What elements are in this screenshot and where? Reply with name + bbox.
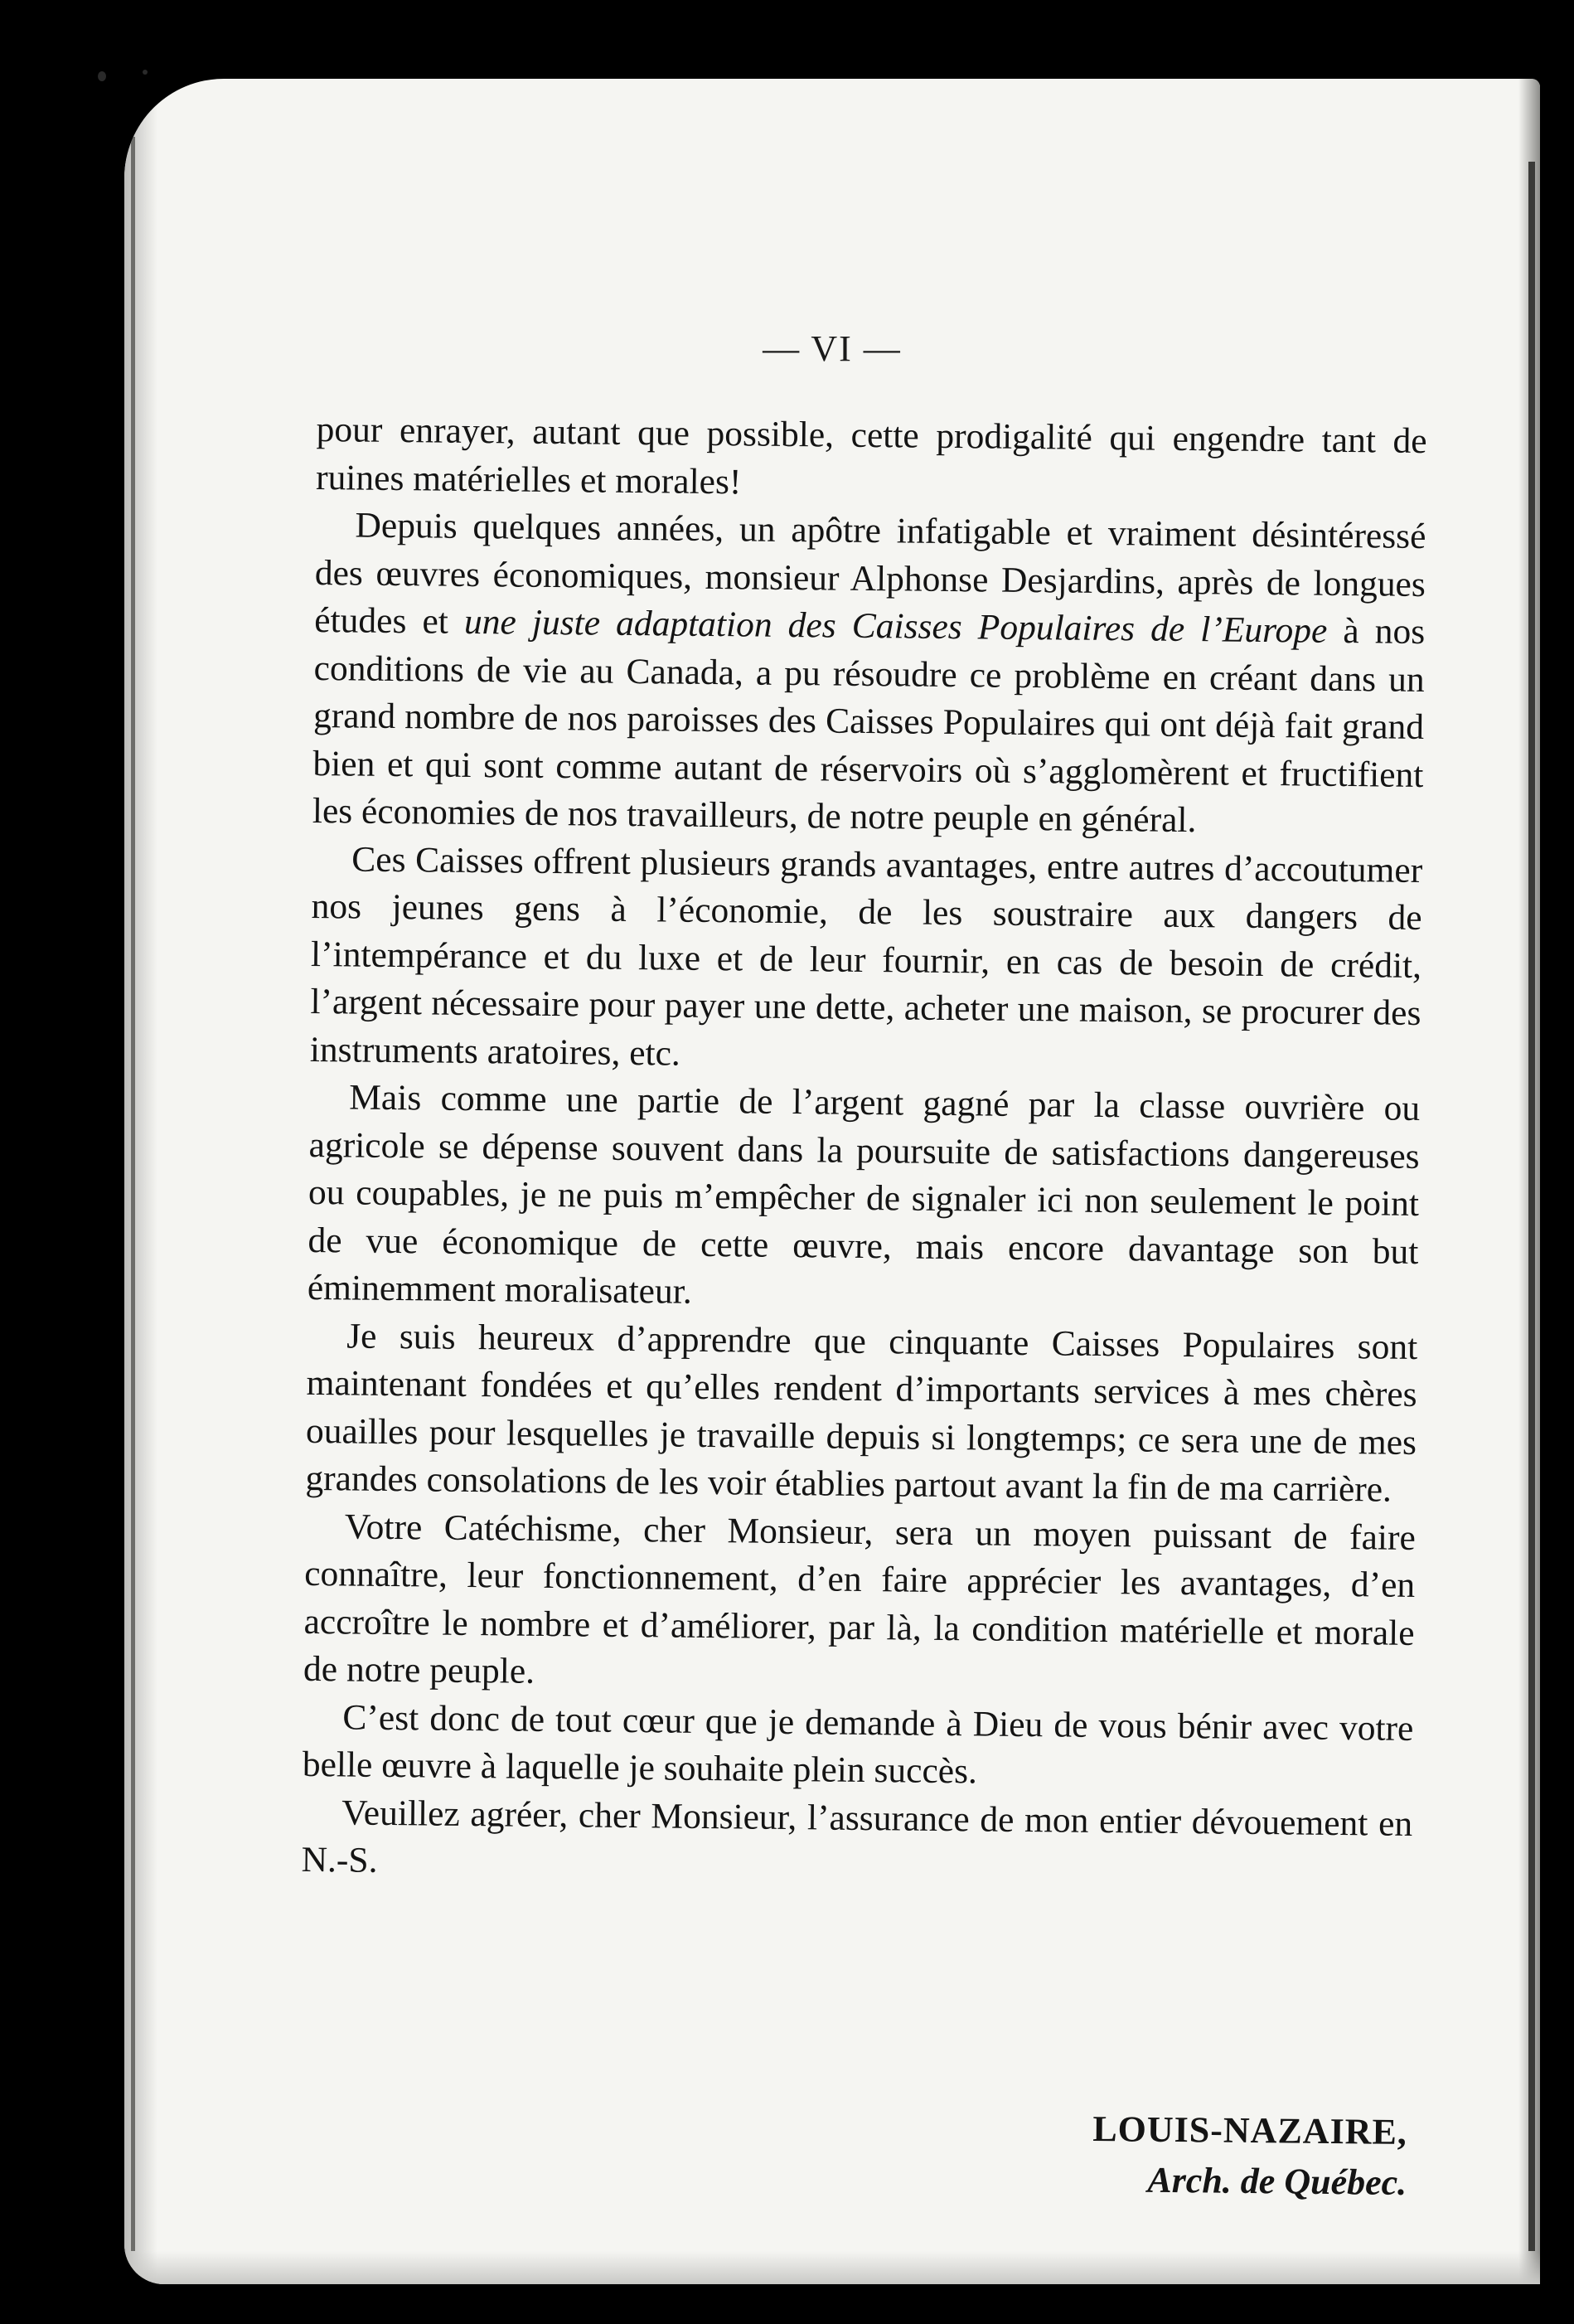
letter-paragraph [301,1788,1412,1895]
signature-title: Arch. de Québec. [1147,2159,1407,2203]
paragraph-text: C’est donc de tout cœur que je demande à Dieu de vous bénir avec votre belle œuvre à laquelle je souhaite plein succès. [302,1696,1414,1792]
scanned-page [124,79,1540,2284]
italic-phrase: une juste adaptation des Caisses Populaires de l’Europe [463,601,1328,651]
scan-speck [143,70,148,75]
paragraph-text: pour enrayer, autant que possible, cette prodigalité qui engendre tant de ruines matérielles et morales! [315,409,1427,502]
page-number-header: — VI — [763,328,902,369]
paragraph-text: Votre Catéchisme, cher Monsieur, sera un moyen puissant de faire connaître, leur fonctionnement, d’en faire apprécier les avantages, d’en accroître le nombre et d’améliorer, par là, la condition matérielle et morale de notre peuple. [303,1506,1417,1691]
paragraph-text: Mais comme une partie de l’argent gagné par la classe ouvrière ou agricole se dépense souvent dans la poursuite de satisfactions dangereuses ou coupables, je ne puis m’empêcher de signaler ici non seulement le point de vue économique de cette œuvre, mais encore davantage son but éminemment moralisateur. [307,1077,1421,1312]
paragraph-text: Depuis quelques années, un apôtre infatigable et vraiment désintéressé des œuvres économiques, monsieur Alphonse Desjardins, après de longues études et [314,505,1426,642]
letter-paragraph [312,502,1426,847]
paragraph-text: à nos conditions de vie au Canada, a pu résoudre ce problème en créant dans un grand nombre de nos paroisses des Caisses Populaires qui ont déjà fait grand bien et qui sont comme autant de réservoirs où s’agglomèrent et fructifient les économies de nos travailleurs, de notre peuple en général. [312,610,1426,841]
letter-paragraph [310,835,1423,1085]
scan-speck [98,71,106,81]
page-shadow-left [124,79,157,2284]
signature-name: LOUIS-NAZAIRE, [1092,2108,1408,2152]
letter-paragraph [316,406,1427,513]
paragraph-text: Ces Caisses offrent plusieurs grands avantages, entre autres d’accoutumer nos jeunes gens à l’économie, de les soustraire aux dangers de l’intempérance et du luxe et de leur fournir, en cas de besoin de crédit, l’argent nécessaire pour payer une dette, acheter une maison, se procurer des instruments aratoires, etc. [309,838,1423,1074]
page-edge-right [1528,162,1535,2251]
signature-block [1092,2104,1408,2209]
paragraph-text: Je suis heureux d’apprendre que cinquante Caisses Populaires sont maintenant fondées et qu’elles rendent d’importants services à mes chères ouailles pour lesquelles je travaille depuis si longtemps; ce sera une de mes grandes consolations de les voir établies partout avant la fin de ma carrière. [305,1315,1418,1510]
letter-paragraph [305,1312,1417,1514]
letter-body [301,406,1427,1895]
page-shadow-bottom [124,2251,1540,2284]
paragraph-text: Veuillez agréer, cher Monsieur, l’assurance de mon entier dévouement en N.-S. [301,1792,1413,1880]
letter-paragraph [303,1502,1416,1705]
letter-paragraph [303,1693,1414,1800]
letter-paragraph [308,1074,1421,1324]
binding-edge [131,137,135,2251]
